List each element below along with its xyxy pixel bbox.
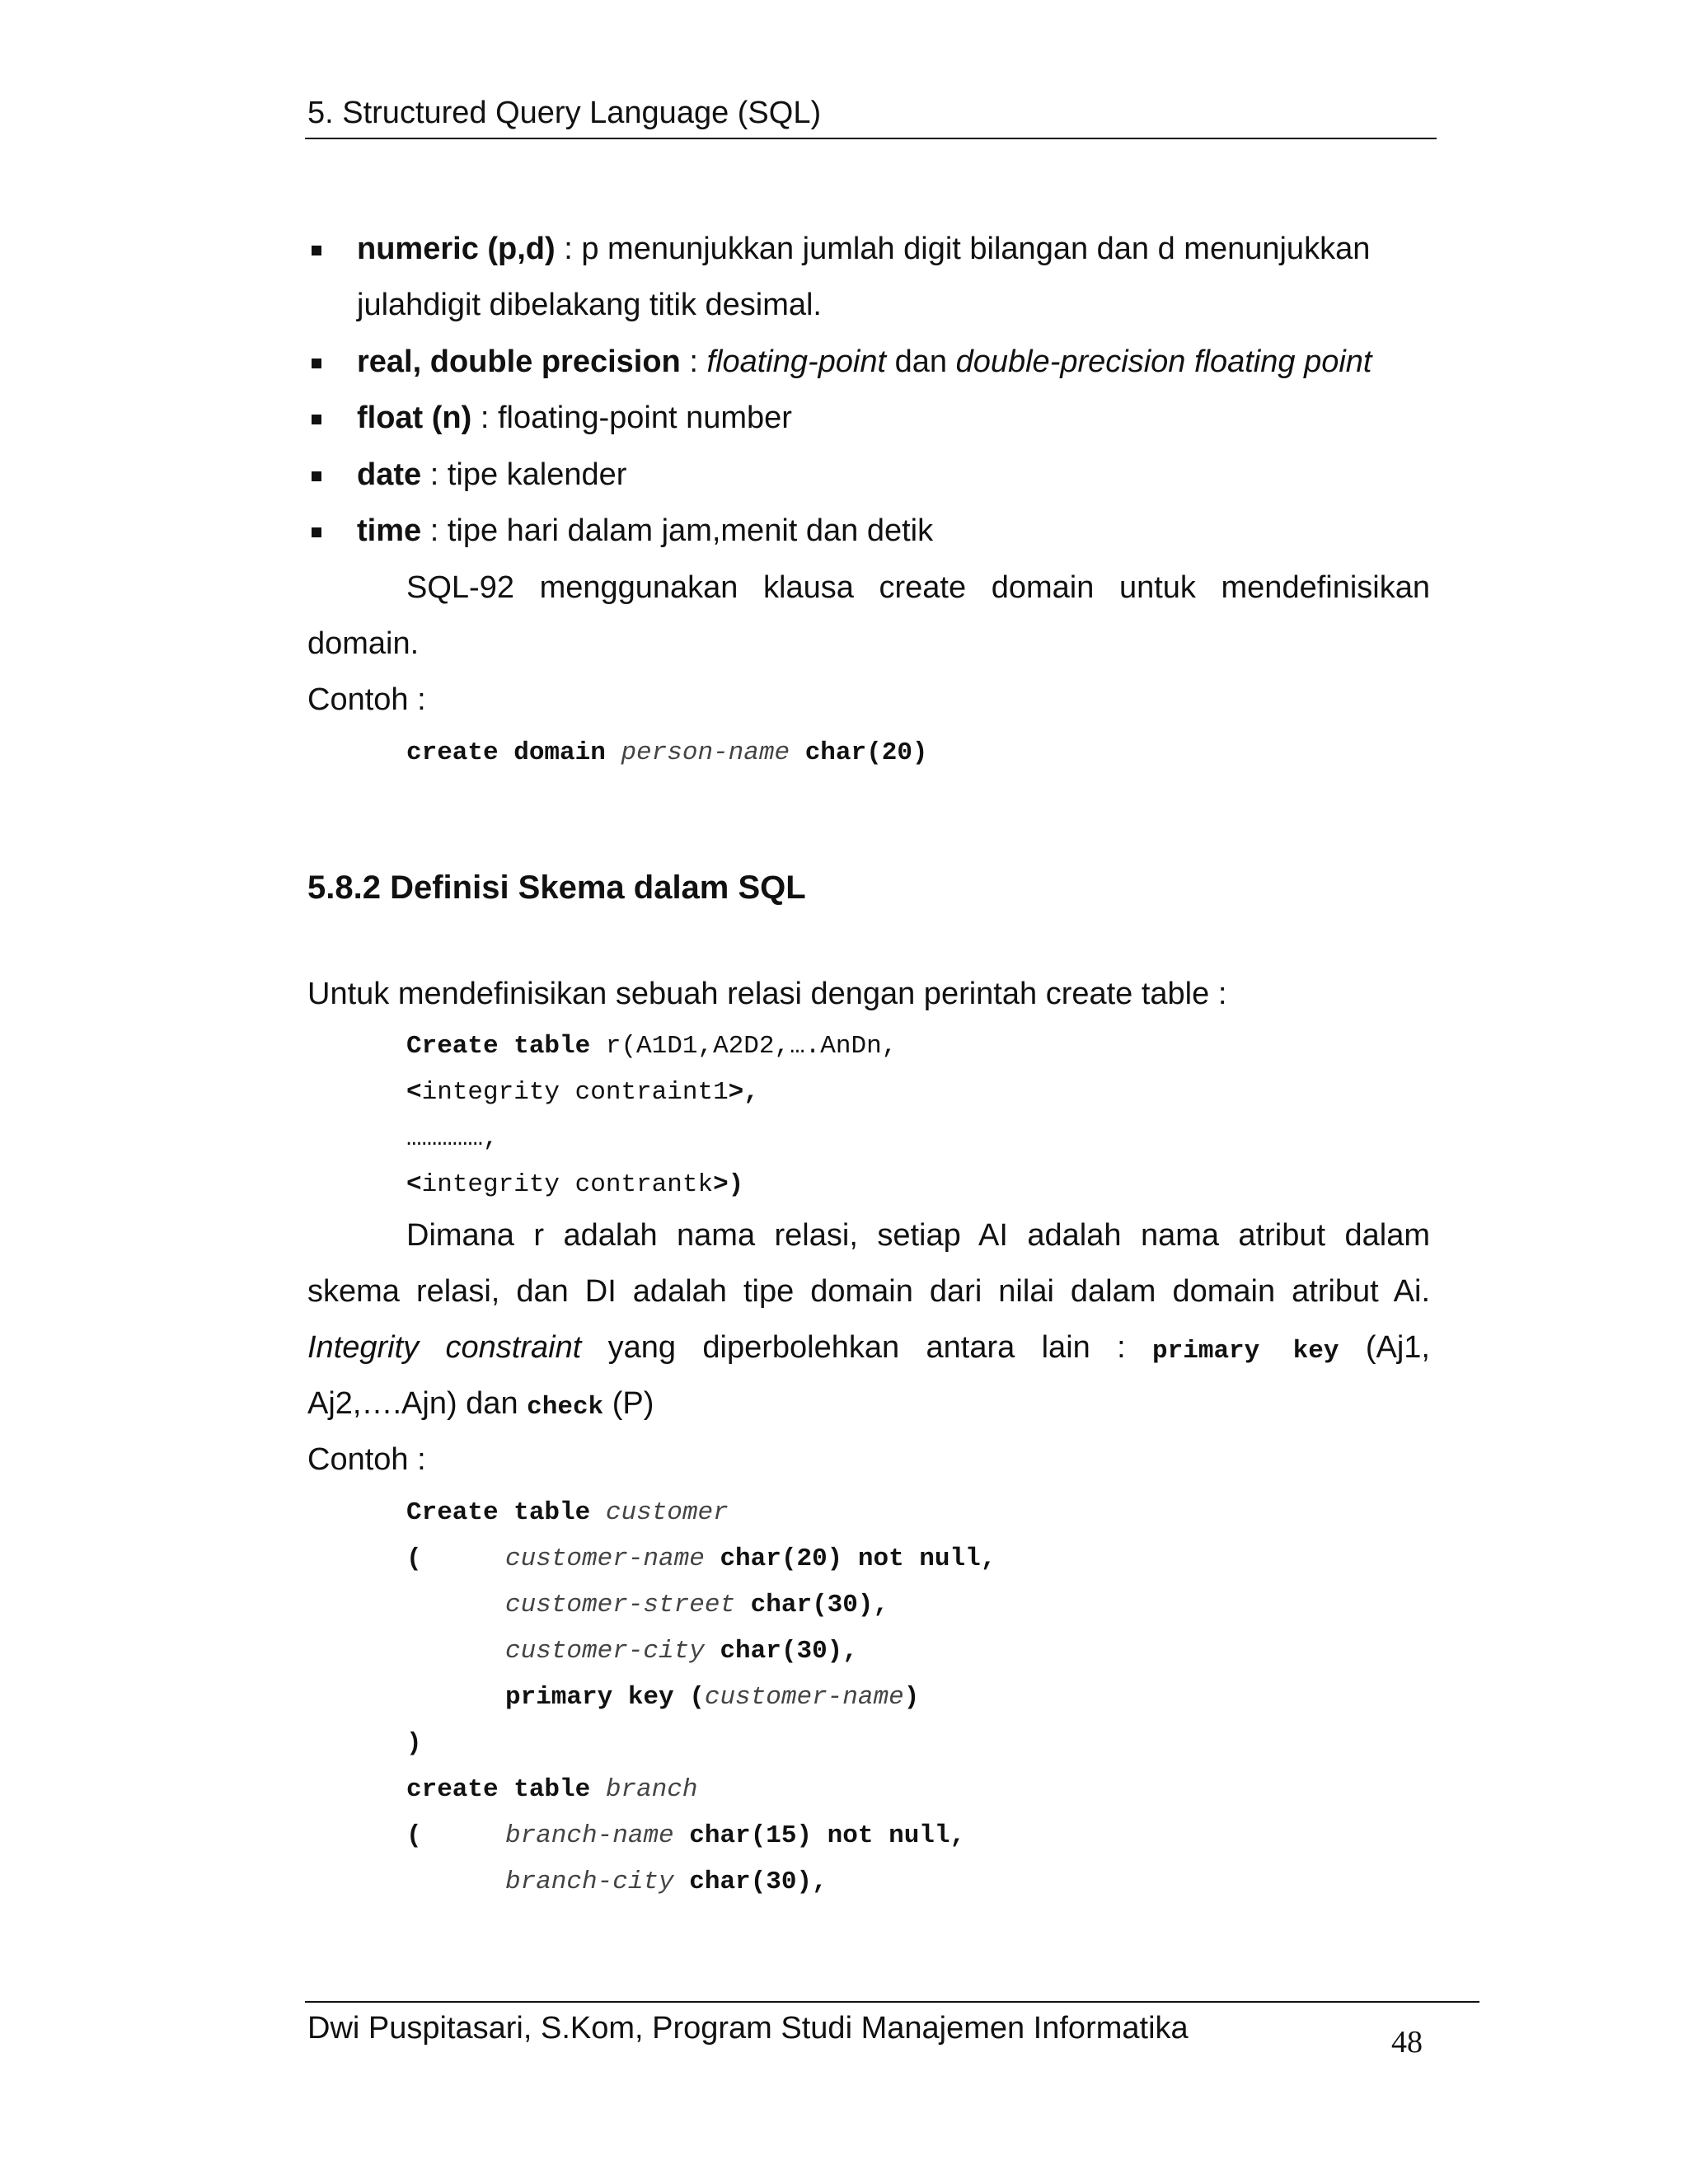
footer-author: Dwi Puspitasari, S.Kom, Program Studi Manajemen Informatika xyxy=(307,2011,1189,2046)
bullet-time: time : tipe hari dalam jam,menit dan detik xyxy=(357,513,934,548)
contoh-label: Contoh : xyxy=(307,682,426,717)
section-heading: 5.8.2 Definisi Skema dalam SQL xyxy=(307,869,806,906)
bullet-term: date xyxy=(357,457,422,492)
bullet-real: real, double precision : floating-point dan double-precision floating point xyxy=(357,344,1372,379)
paragraph-schema-line-1: Dimana r adalah nama relasi, setiap AI adalah nama atribut dalam xyxy=(406,1218,1430,1253)
paragraph-schema-line-2: skema relasi, dan DI adalah tipe domain dari nilai dalam domain atribut Ai. xyxy=(307,1274,1430,1309)
paragraph-domain-line-1: SQL-92 menggunakan klausa create domain untuk mendefinisikan xyxy=(406,570,1430,605)
code-line: <integrity contraint1>, xyxy=(406,1078,759,1107)
code-close-paren: ) xyxy=(406,1729,422,1758)
bullet-numeric-continuation: julahdigit dibelakang titik desimal. xyxy=(357,288,822,322)
code-line: customer-street char(30), xyxy=(505,1591,889,1619)
paragraph-schema-line-4: Aj2,….Ajn) dan check (P) xyxy=(307,1386,654,1422)
code-line: branch-name char(15) not null, xyxy=(505,1821,966,1850)
bullet-icon xyxy=(312,471,321,481)
code-open-paren: ( xyxy=(406,1544,422,1573)
bullet-term: numeric (p,d) xyxy=(357,232,556,266)
code-line: customer-name char(20) not null, xyxy=(505,1544,996,1573)
code-line: Create table customer xyxy=(406,1498,729,1527)
bullet-float: float (n) : floating-point number xyxy=(357,401,792,435)
code-line: <integrity contrantk>) xyxy=(406,1170,744,1199)
code-create-domain: create domain person-name char(20) xyxy=(406,738,928,767)
code-line: ……………, xyxy=(406,1124,499,1153)
code-line: Create table r(A1D1,A2D2,….AnDn, xyxy=(406,1032,898,1061)
code-open-paren: ( xyxy=(406,1821,422,1850)
page-number: 48 xyxy=(1391,2025,1423,2060)
code-line: branch-city char(30), xyxy=(505,1868,828,1896)
contoh-label-2: Contoh : xyxy=(307,1442,426,1477)
bullet-icon xyxy=(312,415,321,424)
header-rule xyxy=(305,138,1437,139)
paragraph-schema-line-3: Integrity constraint yang diperbolehkan antara lain : primary key (Aj1, xyxy=(307,1330,1430,1366)
running-header: 5. Structured Query Language (SQL) xyxy=(307,96,822,130)
bullet-text: : p menunjukkan jumlah digit bilangan dan d menunjukkan xyxy=(555,232,1371,266)
paragraph-domain-line-2: domain. xyxy=(307,626,420,661)
bullet-icon xyxy=(312,527,321,537)
bullet-icon xyxy=(312,359,321,368)
bullet-numeric xyxy=(357,232,1370,267)
section-intro: Untuk mendefinisikan sebuah relasi dengan perintah create table : xyxy=(307,977,1227,1011)
code-line: primary key (customer-name) xyxy=(505,1683,920,1712)
bullet-term: float (n) xyxy=(357,401,472,435)
footer-rule xyxy=(305,2001,1479,2003)
bullet-date: date : tipe kalender xyxy=(357,457,627,492)
code-line: create table branch xyxy=(406,1775,698,1804)
bullet-term: time xyxy=(357,513,422,548)
code-line: customer-city char(30), xyxy=(505,1637,858,1666)
bullet-icon xyxy=(312,246,321,255)
bullet-term: real, double precision xyxy=(357,344,681,379)
